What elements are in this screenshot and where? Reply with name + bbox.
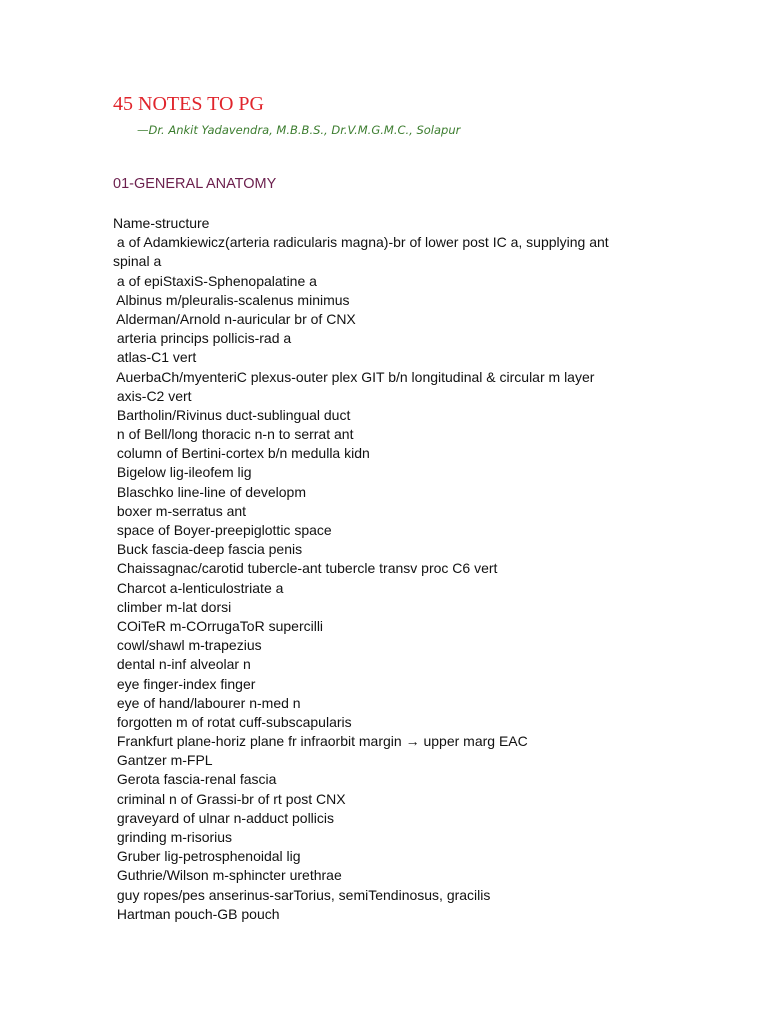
- list-item: AuerbaCh/myenteriC plexus-outer plex GIT b/n longitudinal & circular m layer: [113, 368, 595, 385]
- list-item: eye finger-index finger: [113, 675, 256, 692]
- list-item: Guthrie/Wilson m-sphincter urethrae: [113, 867, 342, 884]
- section-heading: 01-GENERAL ANATOMY: [113, 176, 277, 192]
- list-item: Gantzer m-FPL: [113, 752, 213, 769]
- list-item: Bartholin/Rivinus duct-sublingual duct: [113, 406, 351, 423]
- list-item: Gruber lig-petrosphenoidal lig: [113, 848, 301, 865]
- list-item: n of Bell/long thoracic n-n to serrat ant: [113, 426, 354, 443]
- list-item: criminal n of Grassi-br of rt post CNX: [113, 790, 346, 807]
- list-item: COiTeR m-COrrugaToR supercilli: [113, 617, 324, 634]
- author-byline: —Dr. Ankit Yadavendra, M.B.B.S., Dr.V.M.G.M.C., Solapur: [137, 123, 461, 137]
- anatomy-eponym-list: [113, 272, 673, 924]
- list-item: climber m-lat dorsi: [113, 598, 232, 615]
- document-title: 45 NOTES TO PG: [113, 93, 264, 115]
- list-item: column of Bertini-cortex b/n medulla kidn: [113, 445, 370, 462]
- column-header-line: Name-structure: [113, 215, 210, 231]
- list-item: Gerota fascia-renal fascia: [113, 771, 277, 788]
- list-item: boxer m-serratus ant: [113, 502, 247, 519]
- list-item: a of epiStaxiS-Sphenopalatine a: [113, 272, 317, 289]
- list-item: arteria princips pollicis-rad a: [113, 330, 292, 347]
- intro-block: [113, 214, 658, 272]
- list-item: dental n-inf alveolar n: [113, 656, 251, 673]
- list-item: Bigelow lig-ileofem lig: [113, 464, 252, 481]
- list-item: cowl/shawl m-trapezius: [113, 637, 262, 654]
- list-item: grinding m-risorius: [113, 829, 233, 846]
- list-item: space of Boyer-preepiglottic space: [113, 522, 332, 539]
- list-item: Chaissagnac/carotid tubercle-ant tubercle transv proc C6 vert: [113, 560, 498, 577]
- entry-line: a of Adamkiewicz(arteria radicularis magna)-br of lower post IC a, supplying ant: [113, 234, 609, 251]
- list-item: guy ropes/pes anserinus-sarTorius, semiTendinosus, gracilis: [113, 886, 491, 903]
- list-item: Buck fascia-deep fascia penis: [113, 541, 303, 558]
- list-item: Alderman/Arnold n-auricular br of CNX: [113, 310, 356, 327]
- list-item: eye of hand/labourer n-med n: [113, 694, 301, 711]
- list-item: Charcot a-lenticulostriate a: [113, 579, 284, 596]
- entry-line-continuation: spinal a: [113, 253, 162, 270]
- list-item: Albinus m/pleuralis-scalenus minimus: [113, 291, 350, 308]
- list-item: atlas-C1 vert: [113, 349, 197, 366]
- list-item: Frankfurt plane-horiz plane fr infraorbit margin → upper marg EAC: [113, 733, 528, 750]
- list-item: Blaschko line-line of developm: [113, 483, 306, 500]
- list-item: Hartman pouch-GB pouch: [113, 905, 280, 922]
- list-item: graveyard of ulnar n-adduct pollicis: [113, 809, 335, 826]
- list-item: forgotten m of rotat cuff-subscapularis: [113, 713, 352, 730]
- list-item: axis-C2 vert: [113, 387, 192, 404]
